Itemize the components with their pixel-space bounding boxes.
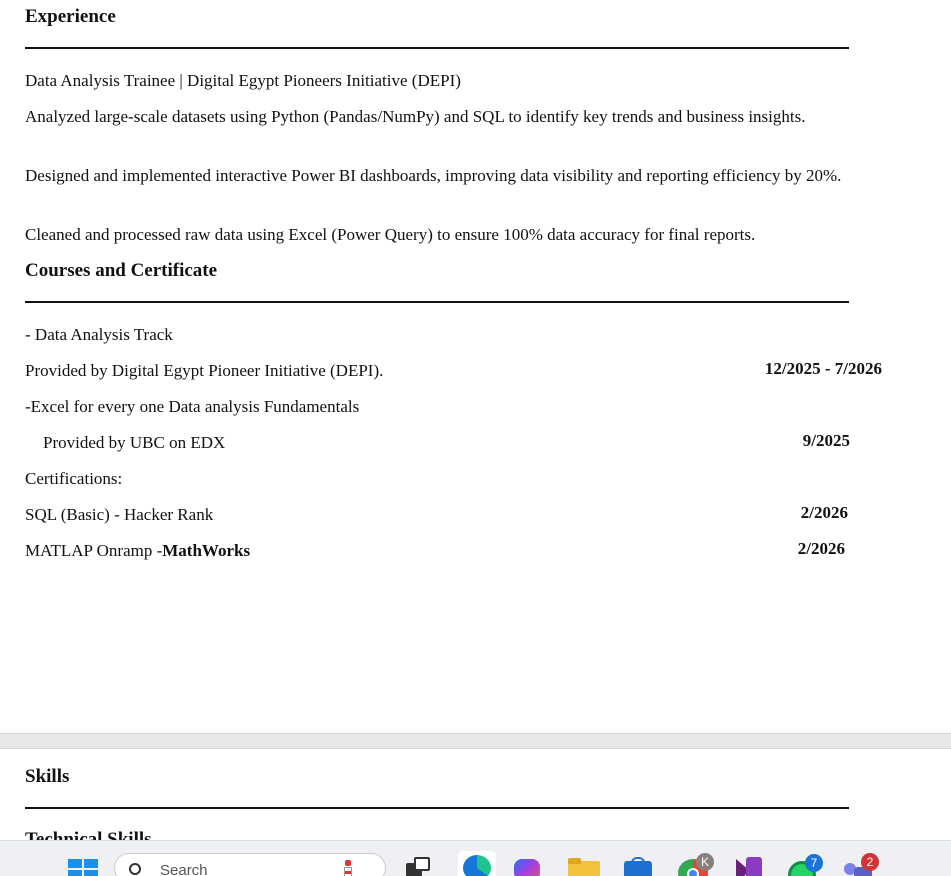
course-track-date: 12/2025 - 7/2026	[764, 359, 882, 378]
windows-start-icon[interactable]	[68, 859, 98, 876]
cert-sql-date: 2/2026	[800, 503, 848, 522]
task-view-icon[interactable]	[404, 855, 434, 876]
cert-matlab-date: 2/2026	[797, 539, 845, 558]
experience-bullet-3: Cleaned and processed raw data using Excel (Power Query) to ensure 100% data accuracy for final reports.	[25, 225, 756, 244]
skills-heading: Skills	[25, 766, 70, 787]
teams-icon[interactable]	[842, 855, 872, 876]
search-icon	[129, 863, 141, 875]
teams-badge: 2	[861, 853, 879, 871]
course-track-title: - Data Analysis Track	[25, 325, 173, 344]
cert-sql: SQL (Basic) - Hacker Rank	[25, 505, 214, 524]
courses-divider	[25, 301, 849, 303]
experience-heading: Experience	[25, 6, 116, 27]
windows-taskbar	[0, 840, 951, 876]
experience-bullet-1: Analyzed large-scale datasets using Python (Pandas/NumPy) and SQL to identify key trends and business insights.	[25, 107, 806, 126]
experience-role: Data Analysis Trainee | Digital Egypt Pioneers Initiative (DEPI)	[25, 71, 461, 90]
chrome-profile-badge: K	[696, 853, 714, 871]
whatsapp-icon[interactable]	[788, 855, 818, 876]
cert-matlab	[25, 539, 250, 562]
cert-matlab-org: MathWorks	[162, 541, 251, 560]
course-excel-title: -Excel for every one Data analysis Fundamentals	[25, 397, 360, 416]
course-excel-date: 9/2025	[802, 431, 850, 450]
file-explorer-icon[interactable]	[568, 855, 598, 876]
copilot-icon[interactable]	[512, 855, 542, 876]
experience-bullet-2: Designed and implemented interactive Power BI dashboards, improving data visibility and reporting efficiency by 20%.	[25, 166, 842, 185]
cert-matlab-prefix: MATLAP Onramp -	[25, 541, 163, 560]
lighthouse-icon	[343, 860, 353, 876]
certifications-label: Certifications:	[25, 469, 123, 488]
page-separator	[0, 733, 951, 749]
courses-heading: Courses and Certificate	[25, 260, 218, 281]
microsoft-store-icon[interactable]	[622, 855, 652, 876]
skills-divider	[25, 807, 849, 809]
search-placeholder: Search	[160, 862, 208, 876]
taskbar-search-input[interactable]	[114, 853, 386, 876]
course-excel-provider: Provided by UBC on EDX	[43, 433, 226, 452]
visual-studio-icon[interactable]	[734, 855, 764, 876]
chrome-icon[interactable]	[678, 855, 708, 876]
course-track-provider: Provided by Digital Egypt Pioneer Initiative (DEPI).	[25, 361, 384, 380]
experience-divider	[25, 47, 849, 49]
edge-icon[interactable]	[458, 851, 496, 876]
whatsapp-badge: 7	[805, 854, 823, 872]
